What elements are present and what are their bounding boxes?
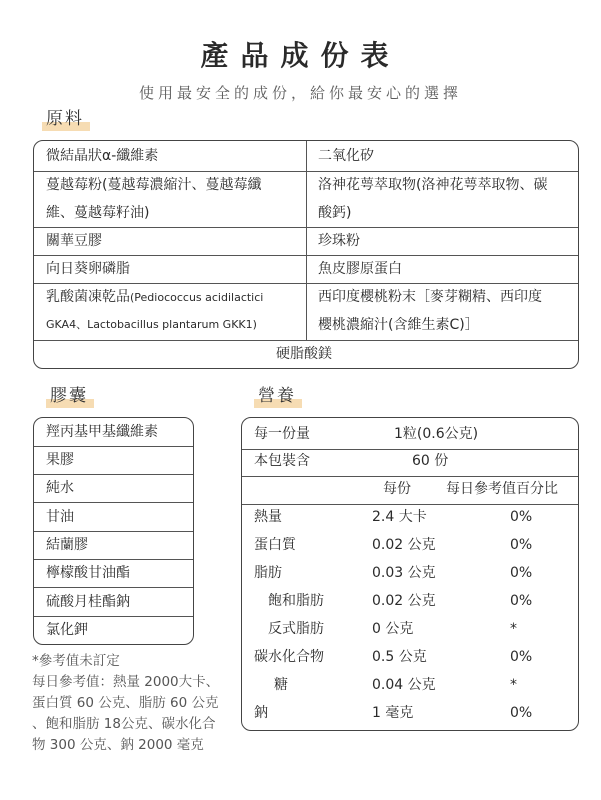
nutrient-name: 鈉: [254, 705, 268, 721]
ingredients-label-text: 原料: [46, 109, 84, 129]
footnote-line: *參考值未訂定: [32, 653, 120, 669]
nutrient-daily-value: *: [510, 677, 517, 693]
capsule-item: 羥丙基甲基纖維素: [46, 424, 158, 440]
ingredient-cell: 蔓越莓粉(蔓越莓濃縮汁、蔓越莓纖: [46, 177, 262, 193]
row-divider: [34, 502, 194, 503]
capsule-table: [33, 417, 194, 645]
ingredient-latin-name: (Pediococcus acidilactici: [130, 291, 264, 304]
nutrient-per-serving: 2.4 大卡: [372, 509, 427, 525]
nutrient-per-serving: 0.03 公克: [372, 565, 436, 581]
ingredients-section-label: [46, 109, 84, 131]
capsule-item: 果膠: [46, 452, 74, 468]
ingredient-cell: 關華豆膠: [46, 233, 102, 249]
page-subtitle: 使用最安全的成份，給你最安心的選擇: [138, 84, 462, 102]
nutrition-label-text: 營養: [258, 386, 296, 406]
column-header-per-serving: 每份: [383, 481, 411, 497]
nutrient-daily-value: 0%: [510, 649, 533, 665]
capsule-item: 純水: [46, 480, 74, 496]
nutrient-name: 飽和脂肪: [268, 593, 324, 609]
nutrient-per-serving: 0.5 公克: [372, 649, 427, 665]
footnote-line: 蛋白質 60 公克、脂肪 60 公克: [32, 695, 219, 711]
ingredient-cell: 維、蔓越莓籽油): [46, 205, 150, 221]
ingredient-cell: 向日葵卵磷脂: [46, 261, 130, 277]
nutrient-daily-value: 0%: [510, 509, 533, 525]
servings-per-package-label: 本包裝含: [254, 453, 310, 469]
capsule-item: 硫酸月桂酯鈉: [46, 594, 130, 610]
capsule-item: 甘油: [46, 509, 74, 525]
row-divider: [34, 587, 194, 588]
ingredient-name: 乳酸菌凍乾品: [46, 289, 130, 305]
nutrient-daily-value: 0%: [510, 537, 533, 553]
capsule-item: 檸檬酸甘油酯: [46, 565, 130, 581]
nutrient-per-serving: 1 毫克: [372, 705, 414, 721]
nutrient-daily-value: 0%: [510, 705, 533, 721]
serving-size-value: 1粒(0.6公克): [394, 426, 479, 442]
ingredient-cell: 洛神花萼萃取物(洛神花萼萃取物、碳: [318, 177, 548, 193]
capsule-item: 氯化鉀: [46, 622, 88, 638]
capsule-item: 結蘭膠: [46, 537, 88, 553]
ingredient-cell: 微結晶狀α-纖維素: [46, 148, 159, 164]
ingredients-table: [33, 140, 579, 369]
page-title: 產品成份表: [200, 39, 401, 72]
ingredient-cell: [34, 284, 306, 311]
footnote: [32, 651, 242, 756]
nutrient-per-serving: 0.04 公克: [372, 677, 436, 693]
capsule-label-text: 膠囊: [50, 386, 88, 406]
nutrition-section-label: [258, 386, 296, 408]
serving-size-label: 每一份量: [254, 426, 310, 442]
footnote-line: 每日參考值：熱量 2000大卡、: [32, 674, 220, 690]
nutrient-per-serving: 0 公克: [372, 621, 414, 637]
nutrient-name: 熱量: [254, 509, 282, 525]
nutrient-name: 碳水化合物: [254, 649, 324, 665]
nutrient-name: 反式脂肪: [268, 621, 324, 637]
footnote-line: 物 300 公克、鈉 2000 毫克: [32, 737, 204, 753]
nutrient-name: 脂肪: [254, 565, 282, 581]
footnote-line: 、飽和脂肪 18公克、碳水化合: [32, 716, 216, 732]
ingredient-cell: 酸鈣): [318, 205, 352, 221]
nutrient-daily-value: 0%: [510, 593, 533, 609]
servings-per-package-value: 60 份: [412, 453, 449, 469]
nutrient-name: 糖: [274, 677, 288, 693]
ingredient-cell: 櫻桃濃縮汁(含維生素C)］: [318, 317, 479, 333]
ingredient-cell: 魚皮膠原蛋白: [318, 261, 402, 277]
nutrient-daily-value: 0%: [510, 565, 533, 581]
capsule-section-label: [50, 386, 88, 408]
ingredient-cell: 珍珠粉: [318, 233, 360, 249]
nutrient-daily-value: *: [510, 621, 517, 637]
nutrient-per-serving: 0.02 公克: [372, 537, 436, 553]
nutrient-name: 蛋白質: [254, 537, 296, 553]
nutrition-table: [241, 417, 579, 731]
ingredient-cell: 硬脂酸鎂: [276, 346, 332, 362]
ingredient-cell: 二氧化矽: [318, 148, 374, 164]
ingredient-cell: 西印度櫻桃粉末［麥芽糊精、西印度: [318, 289, 542, 305]
column-header-daily-value: 每日參考值百分比: [446, 481, 558, 497]
ingredient-cell: GKA4、Lactobacillus plantarum GKK1): [46, 318, 257, 331]
nutrient-per-serving: 0.02 公克: [372, 593, 436, 609]
